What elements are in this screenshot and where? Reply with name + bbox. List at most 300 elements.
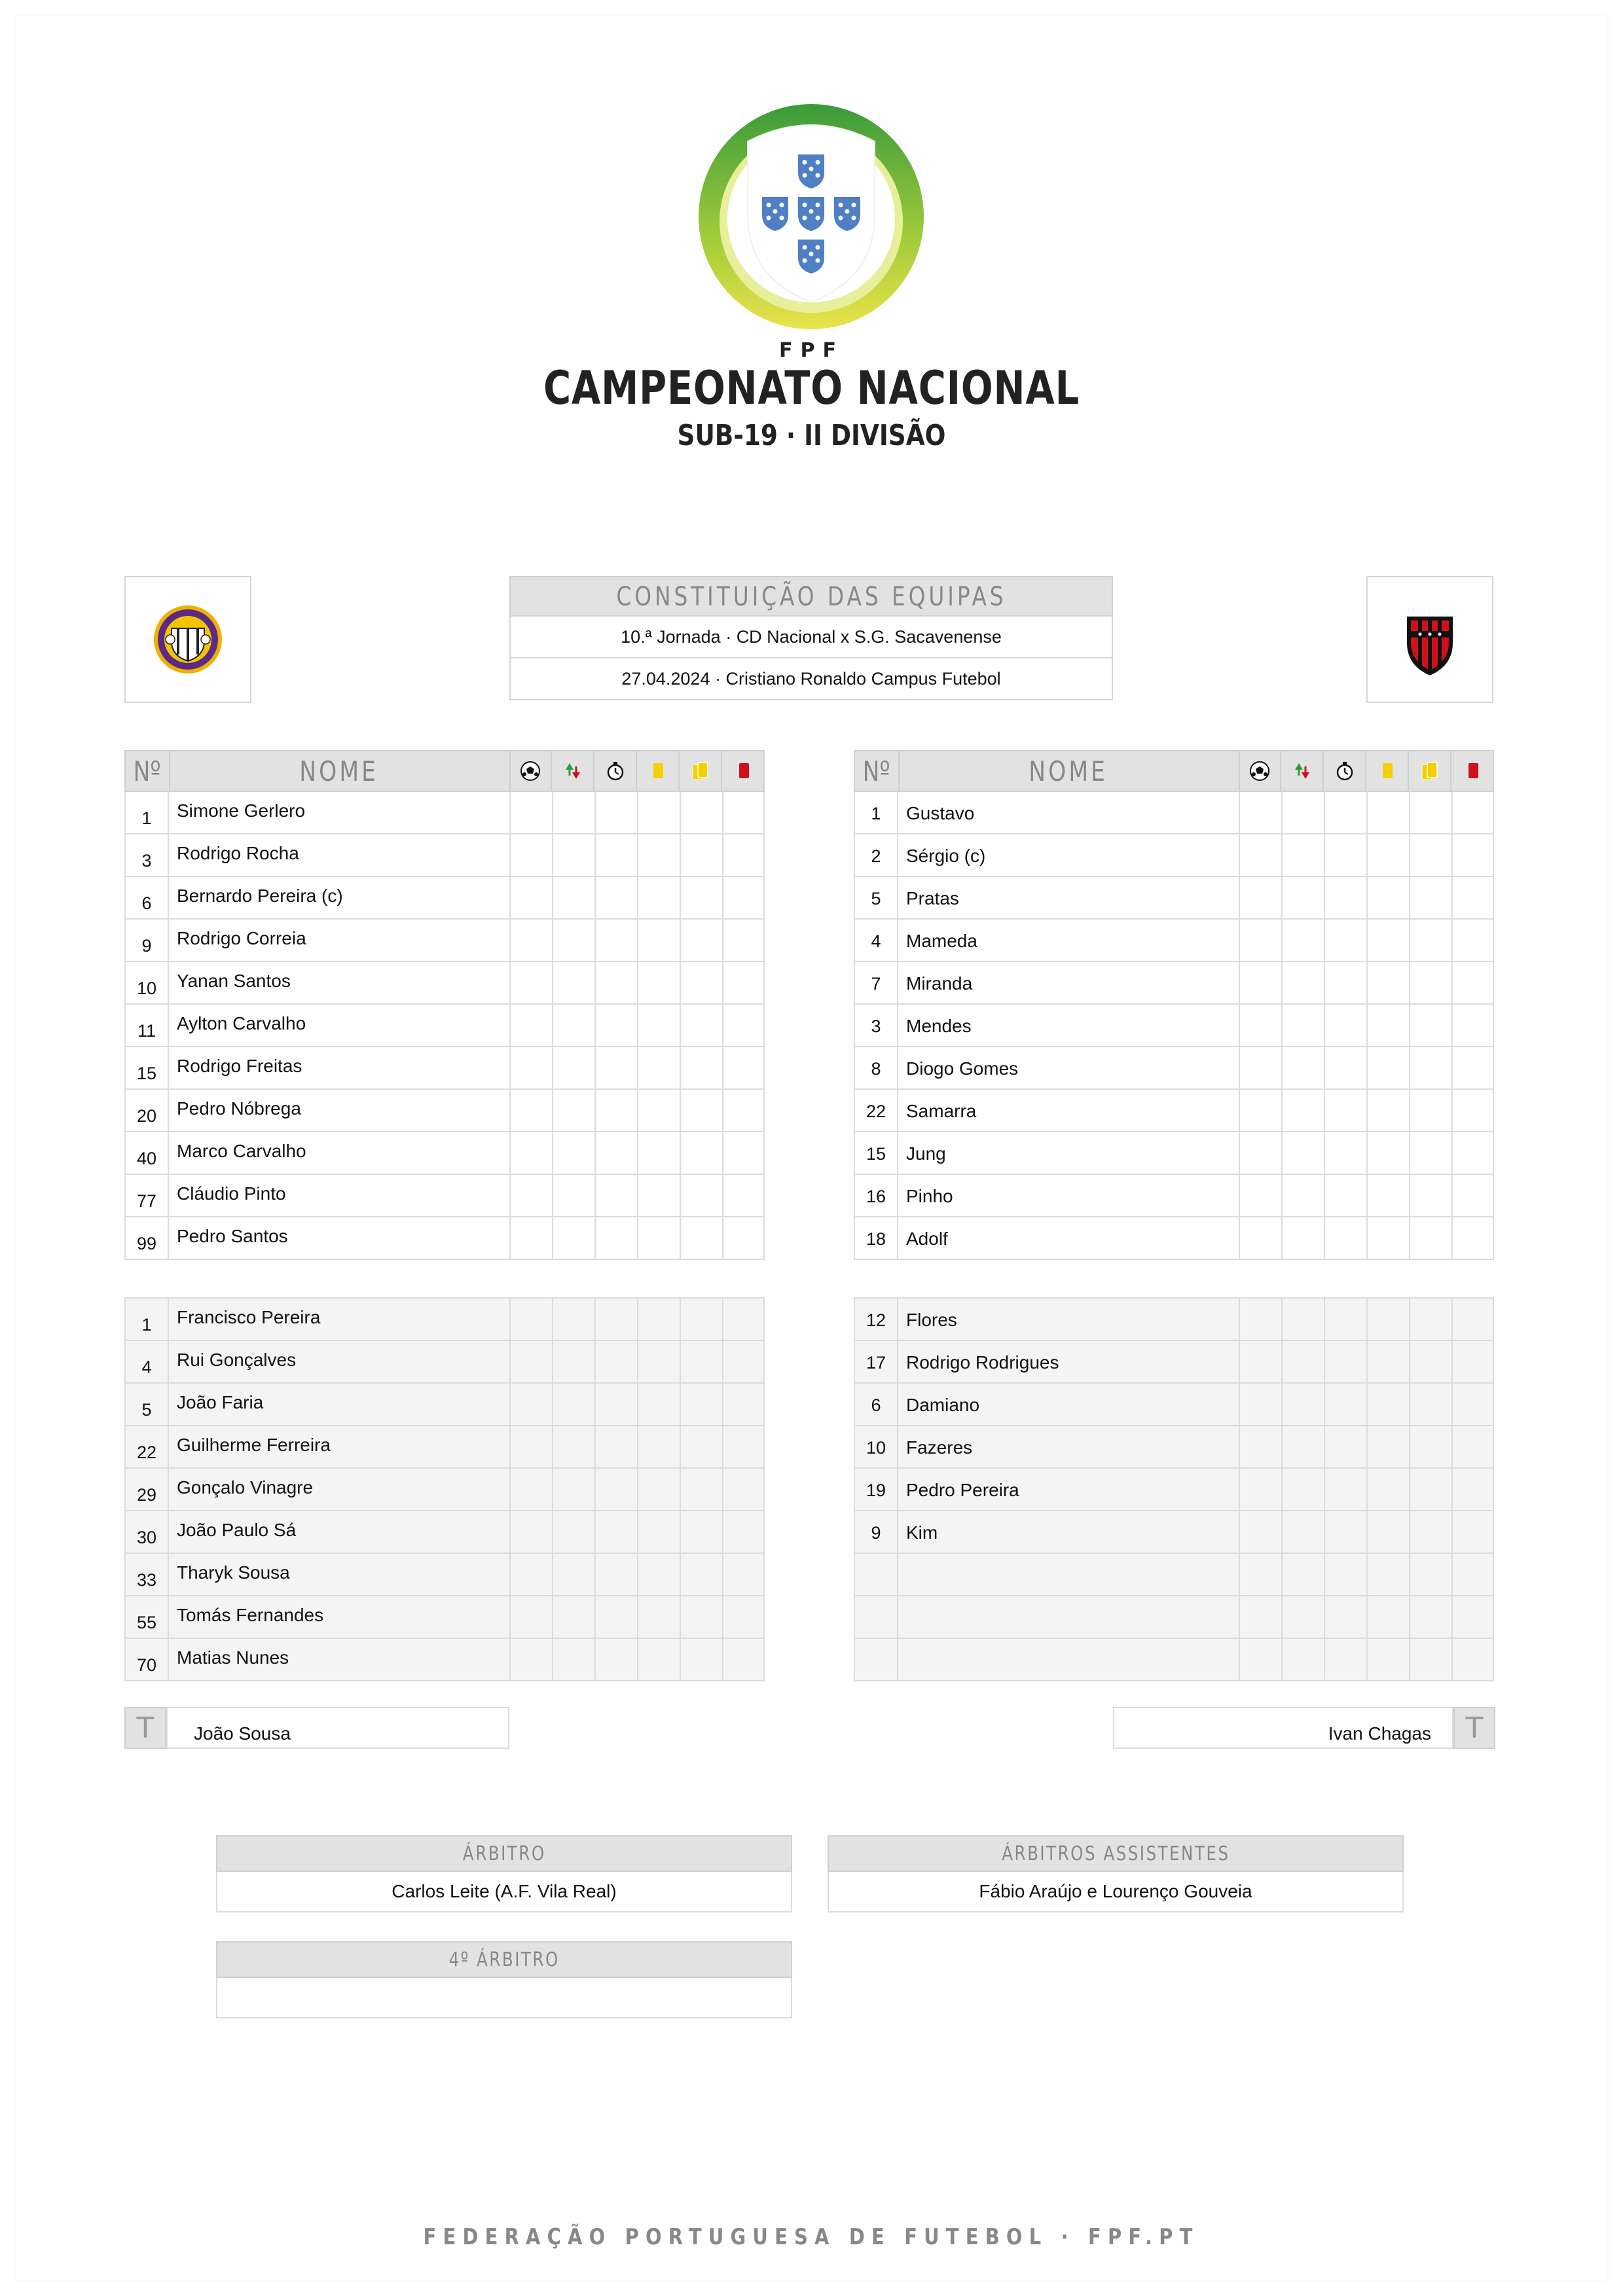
event-cell xyxy=(1281,1639,1324,1680)
player-number: 7 xyxy=(855,962,898,1003)
event-cell xyxy=(1409,1426,1451,1467)
event-cell xyxy=(552,962,594,1003)
player-number: 4 xyxy=(855,920,898,961)
event-cell xyxy=(680,1511,722,1552)
event-cell xyxy=(1324,1132,1366,1174)
event-cell xyxy=(1451,1341,1494,1382)
player-number: 5 xyxy=(855,877,898,918)
event-cell xyxy=(680,1047,722,1088)
event-cell xyxy=(552,1005,594,1046)
event-cell xyxy=(1281,1299,1324,1340)
event-cell xyxy=(1409,1469,1451,1510)
player-number: 3 xyxy=(126,834,169,876)
event-cell xyxy=(722,1090,765,1131)
event-cell xyxy=(680,1469,722,1510)
player-row xyxy=(124,1047,765,1090)
event-cell xyxy=(637,1426,680,1467)
event-cell xyxy=(1409,1299,1451,1340)
event-cell xyxy=(680,1341,722,1382)
event-cell xyxy=(1324,962,1366,1003)
event-cell xyxy=(1366,1511,1409,1552)
event-cell xyxy=(552,1554,594,1595)
event-cell xyxy=(552,1639,594,1680)
event-cell xyxy=(722,1511,765,1552)
player-number: 6 xyxy=(126,877,169,918)
event-cell xyxy=(594,1596,637,1638)
event-cell xyxy=(637,962,680,1003)
player-number: 1 xyxy=(126,792,169,833)
fpf-emblem xyxy=(697,102,926,331)
player-row xyxy=(124,1175,765,1217)
match-info: 10.ª Jornada · CD Nacional x S.G. Sacavenense xyxy=(509,617,1113,658)
event-cell xyxy=(1451,792,1494,833)
event-cell xyxy=(594,792,637,833)
event-cell xyxy=(509,1132,552,1174)
away-team-crest-icon xyxy=(1368,577,1492,702)
home-team-logo-box xyxy=(124,576,251,703)
event-cell xyxy=(1366,1299,1409,1340)
home-coach-label: T xyxy=(124,1707,166,1749)
event-cell xyxy=(552,834,594,876)
player-row xyxy=(124,792,765,834)
event-cell xyxy=(594,1090,637,1131)
player-row xyxy=(854,1090,1494,1132)
player-row xyxy=(854,792,1494,834)
event-cell xyxy=(594,1384,637,1425)
player-number: 16 xyxy=(855,1175,898,1216)
home-coach-name: João Sousa xyxy=(166,1707,509,1749)
event-cell xyxy=(1409,1596,1451,1638)
player-name: Rodrigo Rodrigues xyxy=(906,1352,1059,1372)
event-cell xyxy=(637,1005,680,1046)
player-row xyxy=(854,920,1494,962)
away-subs-table xyxy=(854,1297,1494,1681)
player-row xyxy=(854,1299,1494,1341)
away-lineup-table xyxy=(854,750,1494,1260)
event-cell xyxy=(1409,1005,1451,1046)
event-cell xyxy=(594,962,637,1003)
competition-title: CAMPEONATO NACIONAL xyxy=(543,361,1080,415)
player-name: Tomás Fernandes xyxy=(177,1605,324,1625)
player-name: Matias Nunes xyxy=(177,1647,289,1668)
event-cell xyxy=(1281,792,1324,833)
event-cell xyxy=(1366,877,1409,918)
event-cell xyxy=(1281,1596,1324,1638)
player-row xyxy=(124,920,765,962)
player-number: 2 xyxy=(855,834,898,876)
player-row xyxy=(124,1005,765,1047)
player-name: Cláudio Pinto xyxy=(177,1183,286,1204)
event-cell xyxy=(680,1299,722,1340)
event-cell xyxy=(1281,1090,1324,1131)
event-cell xyxy=(509,1511,552,1552)
event-cell xyxy=(509,1090,552,1131)
player-name: Samarra xyxy=(906,1101,977,1121)
player-row xyxy=(854,834,1494,877)
event-cell xyxy=(1366,1384,1409,1425)
player-number: 1 xyxy=(126,1299,169,1340)
event-cell xyxy=(637,1596,680,1638)
player-number: 15 xyxy=(855,1132,898,1174)
event-cell xyxy=(1239,1047,1281,1088)
event-cell xyxy=(552,920,594,961)
event-cell xyxy=(680,1554,722,1595)
event-cell xyxy=(509,962,552,1003)
second-yellow-icon xyxy=(680,751,722,791)
event-cell xyxy=(552,1426,594,1467)
event-cell xyxy=(1409,1511,1451,1552)
event-cell xyxy=(1366,1175,1409,1216)
event-cell xyxy=(509,1384,552,1425)
event-cell xyxy=(680,1132,722,1174)
fourth-official-name xyxy=(216,1978,792,2018)
home-subs-table xyxy=(124,1297,765,1681)
event-cell xyxy=(1451,1090,1494,1131)
player-name: Rui Gonçalves xyxy=(177,1350,297,1370)
event-cell xyxy=(509,834,552,876)
event-cell xyxy=(680,1596,722,1638)
event-cell xyxy=(722,1554,765,1595)
event-cell xyxy=(594,1299,637,1340)
home-team-crest-icon xyxy=(126,577,250,702)
player-number: 5 xyxy=(126,1384,169,1425)
event-cell xyxy=(509,1175,552,1216)
player-row xyxy=(124,834,765,877)
player-name: Mameda xyxy=(906,931,977,951)
away-coach-name: Ivan Chagas xyxy=(1113,1707,1453,1749)
player-name: Damiano xyxy=(906,1395,980,1415)
assistants-names: Fábio Araújo e Lourenço Gouveia xyxy=(828,1872,1404,1912)
player-name: Yanan Santos xyxy=(177,971,291,991)
player-row xyxy=(124,1426,765,1469)
player-number: 4 xyxy=(126,1341,169,1382)
event-cell xyxy=(1366,1090,1409,1131)
event-cell xyxy=(722,1384,765,1425)
player-row xyxy=(854,1554,1494,1596)
event-cell xyxy=(594,1639,637,1680)
player-number: 29 xyxy=(126,1469,169,1510)
event-cell xyxy=(722,1299,765,1340)
event-cell xyxy=(1324,1047,1366,1088)
player-number: 30 xyxy=(126,1511,169,1552)
player-row xyxy=(854,1005,1494,1047)
event-cell xyxy=(509,1005,552,1046)
footer: FEDERAÇÃO PORTUGUESA DE FUTEBOL · FPF.PT xyxy=(424,2224,1199,2250)
event-cell xyxy=(1281,920,1324,961)
home-starters xyxy=(124,792,765,1260)
player-name: João Faria xyxy=(177,1392,264,1412)
player-number: 12 xyxy=(855,1299,898,1340)
event-cell xyxy=(1451,1132,1494,1174)
player-row xyxy=(124,1639,765,1681)
event-cell xyxy=(1324,877,1366,918)
event-cell xyxy=(1239,834,1281,876)
event-cell xyxy=(1366,1341,1409,1382)
yellow-card-icon xyxy=(637,751,680,791)
event-cell xyxy=(722,1217,765,1259)
stopwatch-icon xyxy=(594,751,637,791)
event-cell xyxy=(1239,1299,1281,1340)
player-name: Bernardo Pereira (c) xyxy=(177,886,343,906)
event-cell xyxy=(1409,1090,1451,1131)
event-cell xyxy=(1366,920,1409,961)
player-number: 99 xyxy=(126,1217,169,1259)
event-cell xyxy=(1239,1639,1281,1680)
event-cell xyxy=(1366,1596,1409,1638)
player-row xyxy=(124,1217,765,1260)
player-name: Rodrigo Correia xyxy=(177,928,306,948)
org-label: FPF xyxy=(779,339,844,362)
player-number: 70 xyxy=(126,1639,169,1680)
event-cell xyxy=(722,920,765,961)
name-column-header: NOME xyxy=(169,751,511,791)
player-number: 1 xyxy=(855,792,898,833)
away-table-header xyxy=(854,750,1494,792)
away-coach-label: T xyxy=(1453,1707,1495,1749)
event-cell xyxy=(1239,1384,1281,1425)
event-cell xyxy=(722,1469,765,1510)
player-row xyxy=(854,1217,1494,1260)
event-cell xyxy=(1281,1175,1324,1216)
event-cell xyxy=(722,834,765,876)
event-cell xyxy=(680,1639,722,1680)
event-cell xyxy=(1451,834,1494,876)
red-card-icon xyxy=(1451,751,1494,791)
event-cell xyxy=(1366,1005,1409,1046)
event-cell xyxy=(1451,1469,1494,1510)
event-cell xyxy=(1239,1005,1281,1046)
event-cell xyxy=(552,1090,594,1131)
player-number: 3 xyxy=(855,1005,898,1046)
player-row xyxy=(124,1299,765,1341)
player-name: Mendes xyxy=(906,1016,972,1036)
event-cell xyxy=(1281,1511,1324,1552)
event-cell xyxy=(637,1175,680,1216)
event-cell xyxy=(1239,1554,1281,1595)
yellow-card-icon xyxy=(1366,751,1409,791)
event-cell xyxy=(1324,1005,1366,1046)
constitution-heading: CONSTITUIÇÃO DAS EQUIPAS xyxy=(509,576,1113,617)
event-cell xyxy=(1451,1384,1494,1425)
player-row xyxy=(854,1511,1494,1554)
referee-name: Carlos Leite (A.F. Vila Real) xyxy=(216,1872,792,1912)
number-column-header: Nº xyxy=(855,751,900,791)
number-column-header: Nº xyxy=(126,751,170,791)
event-cell xyxy=(1451,1299,1494,1340)
event-cell xyxy=(680,920,722,961)
player-row xyxy=(854,962,1494,1005)
event-cell xyxy=(1451,1639,1494,1680)
home-table-header xyxy=(124,750,765,792)
event-cell xyxy=(722,792,765,833)
event-cell xyxy=(594,1469,637,1510)
event-cell xyxy=(509,1596,552,1638)
event-cell xyxy=(1239,1596,1281,1638)
away-subs xyxy=(854,1297,1494,1681)
player-row xyxy=(124,877,765,920)
player-name: Gonçalo Vinagre xyxy=(177,1477,314,1498)
player-row xyxy=(124,1596,765,1639)
player-number: 8 xyxy=(855,1047,898,1088)
event-cell xyxy=(509,1299,552,1340)
player-number: 55 xyxy=(126,1596,169,1638)
event-cell xyxy=(1451,1554,1494,1595)
stopwatch-icon xyxy=(1324,751,1366,791)
event-cell xyxy=(1366,1217,1409,1259)
event-cell xyxy=(637,920,680,961)
event-cell xyxy=(1239,1469,1281,1510)
event-cell xyxy=(1409,1132,1451,1174)
event-cell xyxy=(1324,1175,1366,1216)
player-row xyxy=(124,962,765,1005)
second-yellow-icon xyxy=(1409,751,1451,791)
event-cell xyxy=(1451,1005,1494,1046)
event-cell xyxy=(1281,1217,1324,1259)
event-cell xyxy=(1281,1005,1324,1046)
event-cell xyxy=(1366,1132,1409,1174)
event-cell xyxy=(1281,1384,1324,1425)
event-cell xyxy=(509,1469,552,1510)
event-cell xyxy=(594,1511,637,1552)
player-number: 9 xyxy=(126,920,169,961)
event-cell xyxy=(1239,1511,1281,1552)
event-cell xyxy=(1324,1090,1366,1131)
event-cell xyxy=(1281,1554,1324,1595)
event-cell xyxy=(1324,1299,1366,1340)
player-name: Rodrigo Freitas xyxy=(177,1056,302,1076)
event-cell xyxy=(552,792,594,833)
event-cell xyxy=(1324,920,1366,961)
event-cell xyxy=(552,1299,594,1340)
event-cell xyxy=(509,1047,552,1088)
ball-icon xyxy=(509,751,552,791)
player-name: Gustavo xyxy=(906,803,975,823)
home-lineup-table xyxy=(124,750,765,1260)
player-row xyxy=(124,1511,765,1554)
player-row xyxy=(854,1341,1494,1384)
event-cell xyxy=(1451,920,1494,961)
event-cell xyxy=(1239,1426,1281,1467)
event-cell xyxy=(680,834,722,876)
away-starters xyxy=(854,792,1494,1260)
player-number: 11 xyxy=(126,1005,169,1046)
event-cell xyxy=(1451,1217,1494,1259)
player-name: Diogo Gomes xyxy=(906,1058,1019,1079)
assistants-heading: ÁRBITROS ASSISTENTES xyxy=(828,1835,1404,1872)
event-cell xyxy=(594,1175,637,1216)
event-cell xyxy=(1281,834,1324,876)
event-cell xyxy=(552,1175,594,1216)
event-cell xyxy=(1409,1217,1451,1259)
event-cell xyxy=(1451,962,1494,1003)
player-name: João Paulo Sá xyxy=(177,1520,297,1540)
event-cell xyxy=(637,1299,680,1340)
event-cell xyxy=(722,877,765,918)
event-cell xyxy=(680,792,722,833)
event-cell xyxy=(637,1217,680,1259)
event-cell xyxy=(509,1554,552,1595)
player-row xyxy=(124,1469,765,1511)
event-cell xyxy=(509,1639,552,1680)
event-cell xyxy=(1324,1384,1366,1425)
event-cell xyxy=(680,1217,722,1259)
player-row xyxy=(854,1047,1494,1090)
player-name: Sérgio (c) xyxy=(906,846,986,866)
event-cell xyxy=(1281,962,1324,1003)
event-cell xyxy=(722,1175,765,1216)
event-cell xyxy=(1409,1175,1451,1216)
player-number: 20 xyxy=(126,1090,169,1131)
event-cell xyxy=(1409,962,1451,1003)
event-cell xyxy=(1409,1341,1451,1382)
event-cell xyxy=(1324,1426,1366,1467)
event-cell xyxy=(1451,1426,1494,1467)
player-number: 77 xyxy=(126,1175,169,1216)
event-cell xyxy=(722,1341,765,1382)
player-number xyxy=(855,1596,898,1638)
ball-icon xyxy=(1239,751,1281,791)
player-number: 17 xyxy=(855,1341,898,1382)
event-cell xyxy=(1239,1341,1281,1382)
home-subs xyxy=(124,1297,765,1681)
substitution-icon xyxy=(552,751,594,791)
event-cell xyxy=(722,1426,765,1467)
event-cell xyxy=(637,1469,680,1510)
event-cell xyxy=(1409,877,1451,918)
event-cell xyxy=(1324,1511,1366,1552)
event-cell xyxy=(594,1341,637,1382)
player-name: Rodrigo Rocha xyxy=(177,843,299,863)
event-cell xyxy=(722,1596,765,1638)
event-cell xyxy=(1409,1384,1451,1425)
player-number xyxy=(855,1554,898,1595)
player-row xyxy=(124,1554,765,1596)
event-cell xyxy=(1324,1469,1366,1510)
player-number: 15 xyxy=(126,1047,169,1088)
player-row xyxy=(124,1384,765,1426)
event-cell xyxy=(680,1005,722,1046)
event-cell xyxy=(1324,1554,1366,1595)
player-number: 18 xyxy=(855,1217,898,1259)
event-cell xyxy=(1239,962,1281,1003)
event-cell xyxy=(722,1047,765,1088)
player-row xyxy=(854,1426,1494,1469)
event-cell xyxy=(509,920,552,961)
player-row xyxy=(854,1639,1494,1681)
event-cell xyxy=(594,1426,637,1467)
player-number: 6 xyxy=(855,1384,898,1425)
event-cell xyxy=(1324,1596,1366,1638)
event-cell xyxy=(637,1554,680,1595)
event-cell xyxy=(680,877,722,918)
event-cell xyxy=(1366,1469,1409,1510)
event-cell xyxy=(1281,1341,1324,1382)
player-number: 22 xyxy=(126,1426,169,1467)
event-cell xyxy=(637,792,680,833)
event-cell xyxy=(552,1047,594,1088)
event-cell xyxy=(1281,1469,1324,1510)
name-column-header: NOME xyxy=(898,751,1240,791)
event-cell xyxy=(637,1341,680,1382)
event-cell xyxy=(722,1005,765,1046)
player-row xyxy=(124,1132,765,1175)
event-cell xyxy=(680,1384,722,1425)
player-row xyxy=(854,877,1494,920)
player-row xyxy=(124,1341,765,1384)
player-number: 10 xyxy=(855,1426,898,1467)
event-cell xyxy=(594,920,637,961)
event-cell xyxy=(594,834,637,876)
